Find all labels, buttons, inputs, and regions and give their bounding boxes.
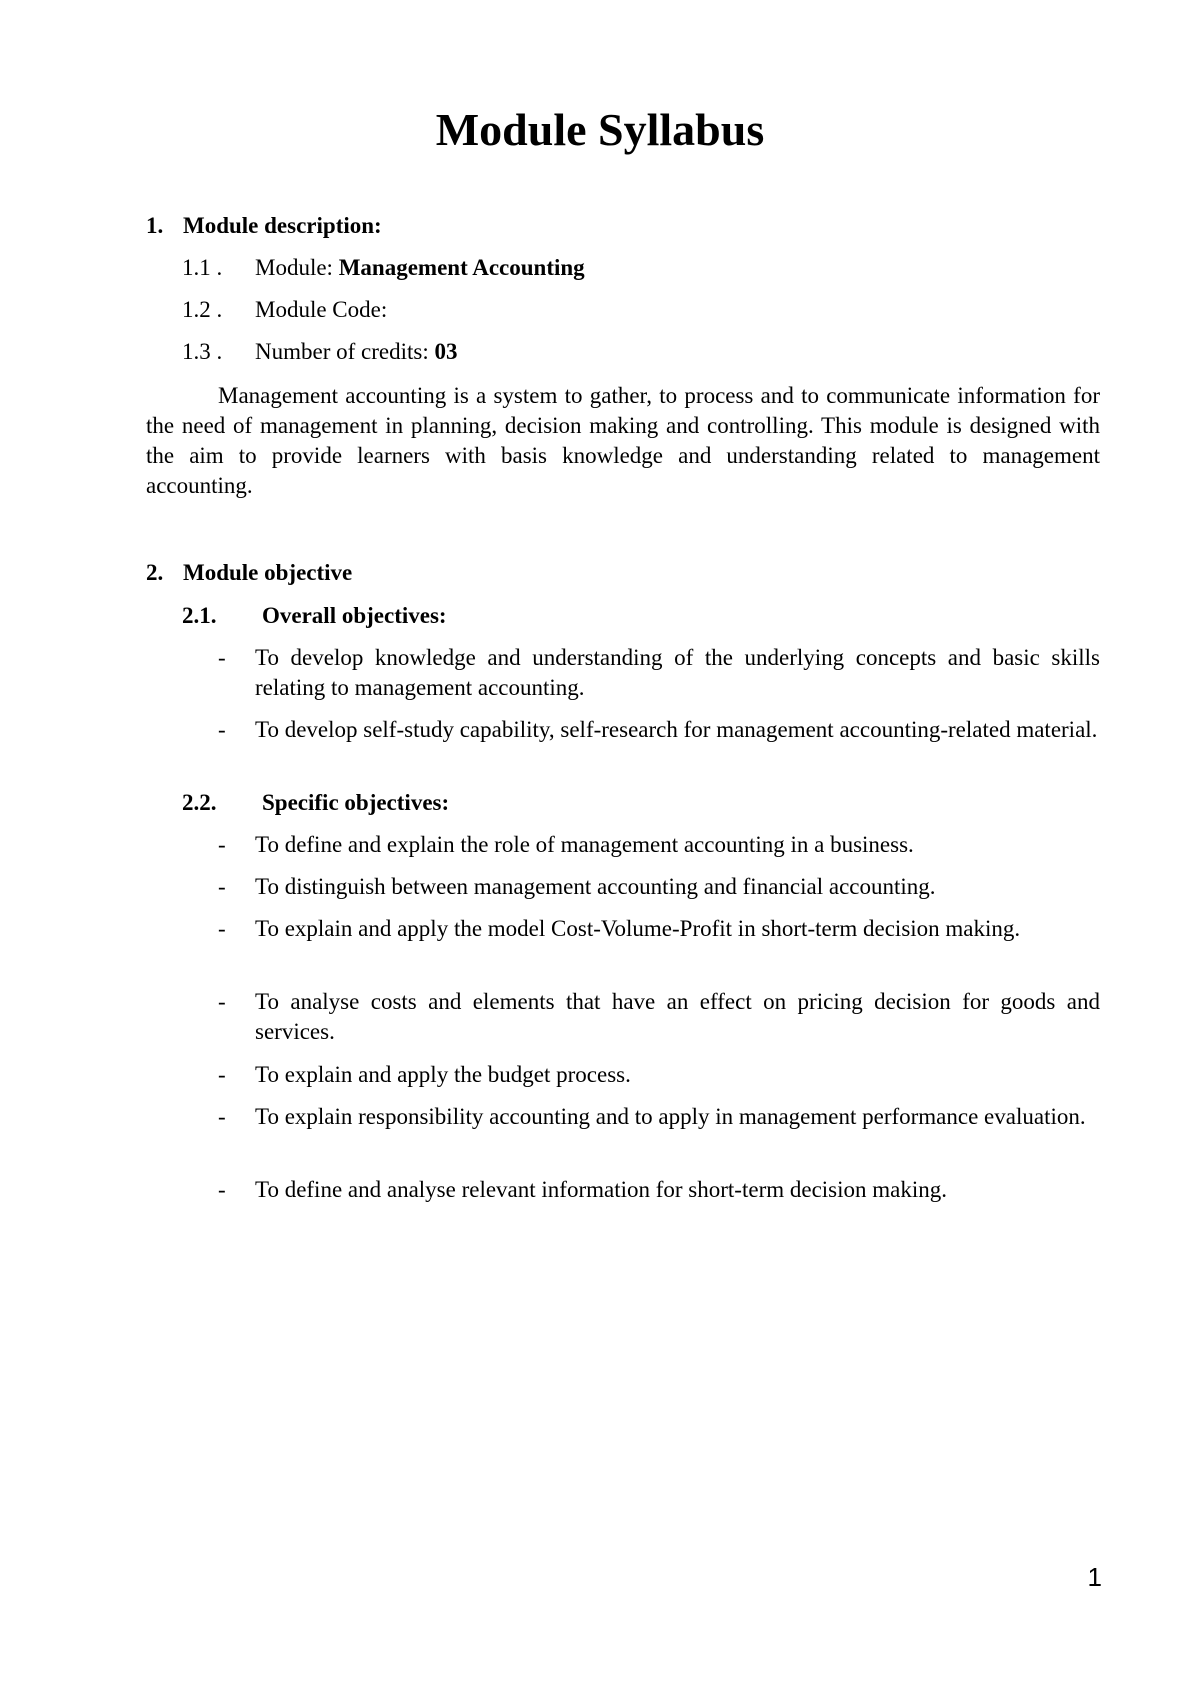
- bullet-text: To define and explain the role of management accounting in a business.: [255, 832, 914, 857]
- item-label: Number of credits:: [255, 339, 435, 364]
- list-item: [218, 1102, 1100, 1132]
- subsection-number: 1.2 .: [182, 297, 223, 322]
- list-item: [218, 715, 1100, 745]
- subsection-1-1: [182, 253, 585, 283]
- bullet-dash: -: [218, 874, 226, 899]
- bullet-dash: -: [218, 1062, 226, 1087]
- item-label: Module:: [255, 255, 339, 280]
- subsection-title: Overall objectives:: [262, 603, 447, 628]
- bullet-text: To explain and apply the budget process.: [255, 1062, 631, 1087]
- module-description-paragraph: Management accounting is a system to gather, to process and to communicate information for the need of management in planning, decision making and controlling. This module is designed with the aim to provide learners with basis knowledge and understanding related to management accounting.: [146, 383, 1100, 498]
- subsection-title: Specific objectives:: [262, 790, 450, 815]
- item-label: Module Code:: [255, 297, 388, 322]
- subsection-1-2: [182, 295, 387, 325]
- subsection-number: 1.1 .: [182, 255, 223, 280]
- bullet-text: To analyse costs and elements that have an effect on pricing decision for goods and services.: [255, 989, 1100, 1044]
- subsection-number: 2.1.: [182, 603, 217, 628]
- item-value: Management Accounting: [338, 255, 585, 280]
- bullet-text: To define and analyse relevant information for short-term decision making.: [255, 1177, 947, 1202]
- bullet-dash: -: [218, 989, 226, 1014]
- bullet-text: To explain responsibility accounting and to apply in management performance evaluation.: [255, 1104, 1086, 1129]
- section-number: 2.: [146, 560, 164, 585]
- list-item: [218, 914, 1100, 944]
- subsection-2-2-heading: [182, 788, 449, 818]
- list-item: [218, 872, 1100, 902]
- section-title: Module objective: [183, 560, 353, 585]
- bullet-text: To develop self-study capability, self-research for management accounting-related material.: [255, 717, 1098, 742]
- section-1-heading: [146, 211, 382, 241]
- bullet-dash: -: [218, 1177, 226, 1202]
- section-2-heading: [146, 558, 352, 588]
- list-item: [218, 830, 1100, 860]
- list-item: [218, 1175, 1100, 1205]
- bullet-text: To explain and apply the model Cost-Volume-Profit in short-term decision making.: [255, 916, 1021, 941]
- bullet-text: To develop knowledge and understanding of the underlying concepts and basic skills relating to management accounting.: [255, 645, 1100, 700]
- section-number: 1.: [146, 213, 164, 238]
- page-number: 1: [1087, 1562, 1102, 1592]
- bullet-dash: -: [218, 832, 226, 857]
- bullet-dash: -: [218, 645, 226, 670]
- bullet-dash: -: [218, 916, 226, 941]
- subsection-number: 1.3 .: [182, 339, 223, 364]
- list-item: [218, 643, 1100, 703]
- bullet-dash: -: [218, 1104, 226, 1129]
- list-item: [218, 987, 1100, 1047]
- bullet-dash: -: [218, 717, 226, 742]
- item-value: 03: [434, 339, 458, 364]
- subsection-2-1-heading: [182, 601, 447, 631]
- page-title: Module Syllabus: [435, 104, 765, 155]
- section-title: Module description:: [183, 213, 382, 238]
- subsection-1-3: [182, 337, 457, 367]
- list-item: [218, 1060, 1100, 1090]
- bullet-text: To distinguish between management accounting and financial accounting.: [255, 874, 936, 899]
- subsection-number: 2.2.: [182, 790, 217, 815]
